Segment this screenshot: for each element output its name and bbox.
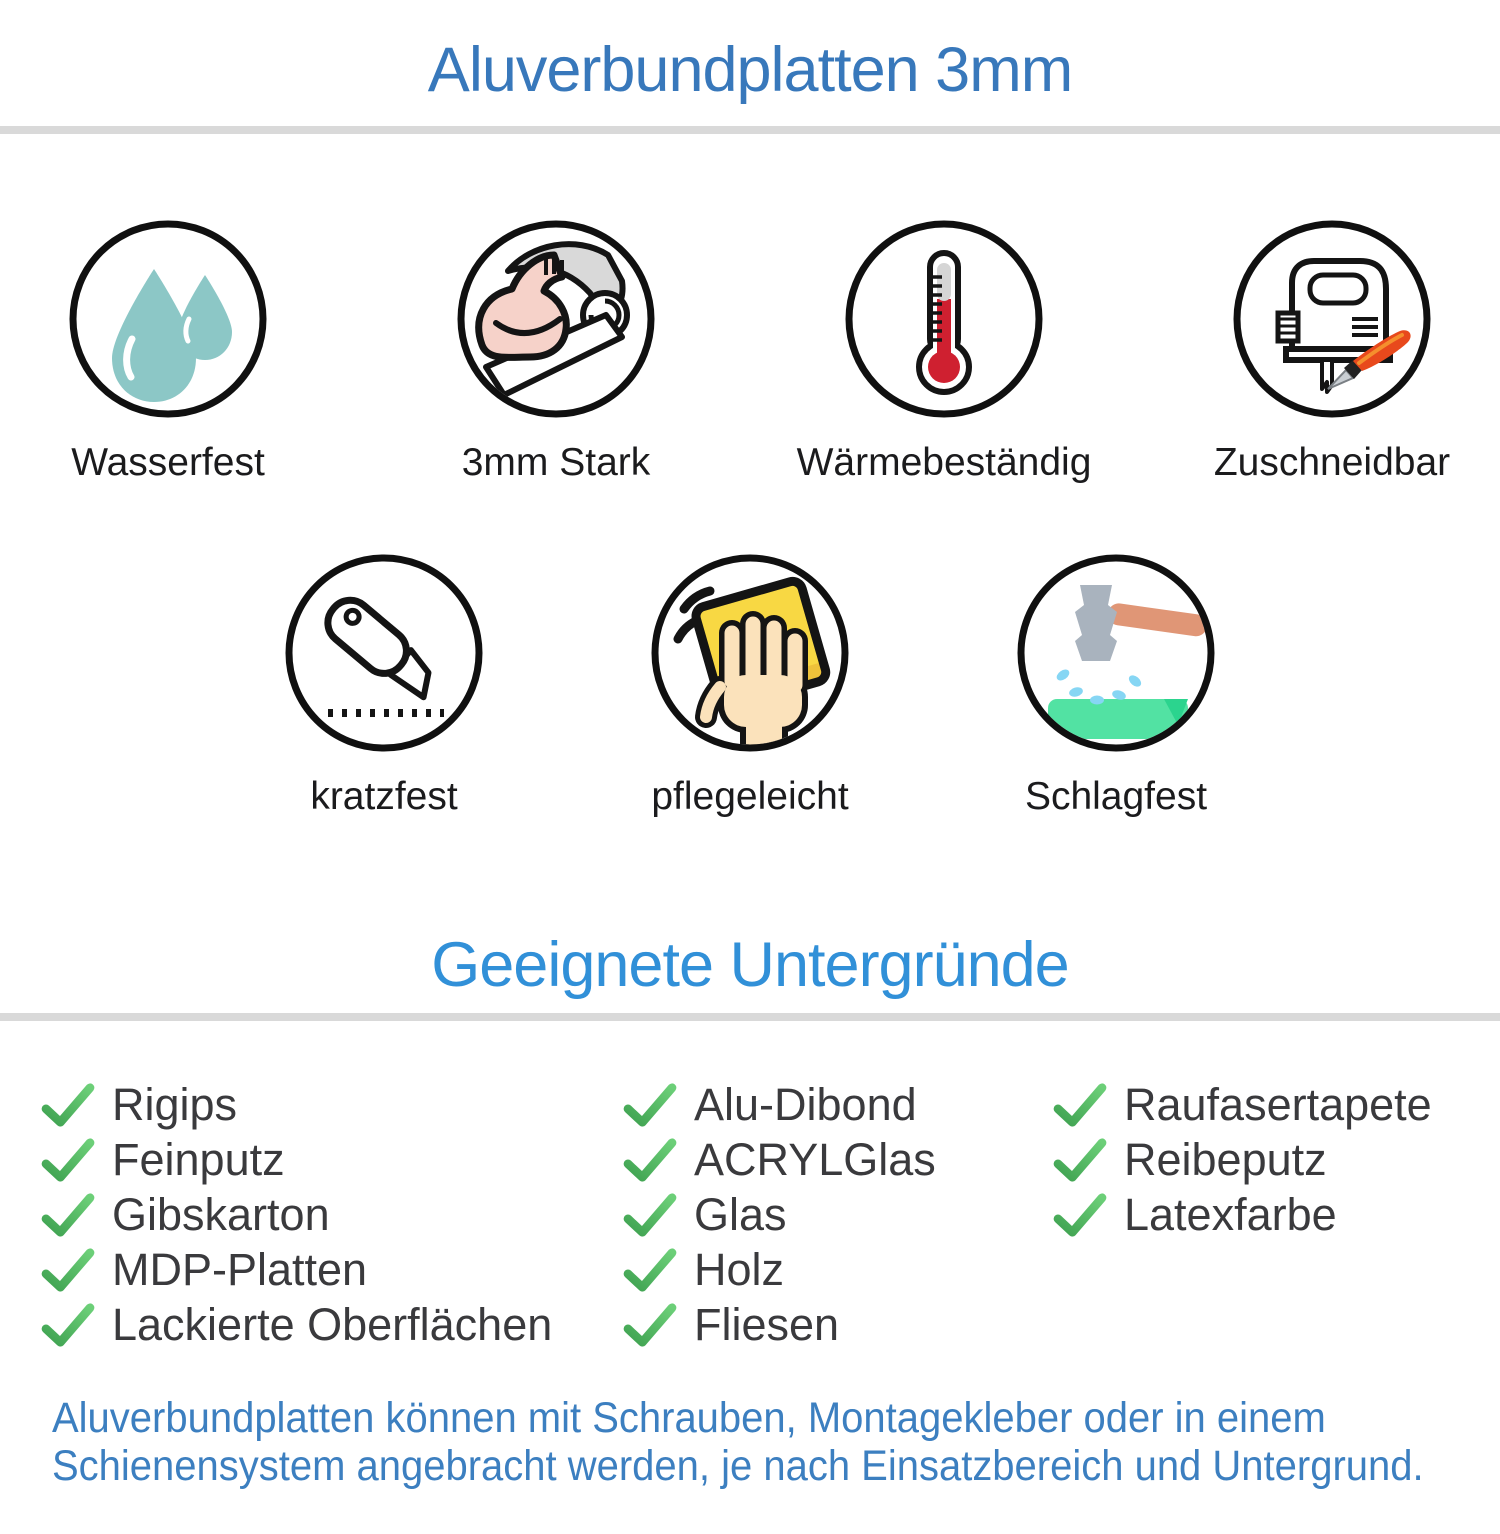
check-icon [40, 1302, 96, 1348]
substrate-label: MDP-Platten [112, 1243, 368, 1295]
list-item [622, 1297, 1052, 1352]
check-icon [622, 1247, 678, 1293]
substrate-label: Fliesen [694, 1298, 840, 1350]
substrate-label: ACRYLGlas [694, 1133, 936, 1185]
check-icon [1052, 1192, 1108, 1238]
feature-item-wasserfest [18, 219, 318, 485]
list-item [622, 1187, 1052, 1242]
feature-item-schlagfest [966, 553, 1266, 819]
jigsaw-icon [1232, 219, 1432, 419]
list-item [622, 1077, 1052, 1132]
feature-label: kratzfest [310, 775, 458, 818]
mounting-note-line: Aluverbundplatten können mit Schrauben, Montagekleber oder in einem [52, 1394, 1326, 1442]
feature-item-kratzfest [234, 553, 534, 819]
check-icon [40, 1247, 96, 1293]
list-item [40, 1242, 622, 1297]
substrate-label: Holz [694, 1243, 785, 1295]
feature-item-zuschneidbar [1182, 219, 1482, 485]
feature-label: Wasserfest [71, 441, 265, 484]
list-item [40, 1297, 622, 1352]
wiping-hand-icon [650, 553, 850, 753]
list-item [622, 1242, 1052, 1297]
substrates-list [0, 1077, 1500, 1352]
feature-label: pflegeleicht [651, 775, 849, 818]
list-item [40, 1187, 622, 1242]
substrates-column-3 [1052, 1077, 1500, 1352]
check-icon [40, 1082, 96, 1128]
utility-knife-icon [284, 553, 484, 753]
list-item [40, 1132, 622, 1187]
check-icon [40, 1137, 96, 1183]
mounting-note [0, 1394, 1500, 1490]
feature-item-waermebestaendig [794, 219, 1094, 485]
list-item [1052, 1187, 1500, 1242]
water-drops-icon [68, 219, 268, 419]
divider [0, 1013, 1500, 1021]
muscle-arm-icon [456, 219, 656, 419]
list-item [1052, 1077, 1500, 1132]
substrate-label: Feinputz [112, 1133, 285, 1185]
substrates-column-2 [622, 1077, 1052, 1352]
divider [0, 126, 1500, 134]
substrate-label: Latexfarbe [1124, 1188, 1337, 1240]
substrate-label: Alu-Dibond [694, 1078, 917, 1130]
infographic [0, 34, 1500, 1490]
check-icon [622, 1082, 678, 1128]
features-row-1 [0, 219, 1500, 485]
substrate-label: Rigips [112, 1078, 238, 1130]
list-item [40, 1077, 622, 1132]
feature-label: Schlagfest [1024, 775, 1208, 818]
substrate-label: Lackierte Oberflächen [112, 1298, 553, 1350]
check-icon [1052, 1137, 1108, 1183]
list-item [1052, 1132, 1500, 1187]
substrate-label: Raufasertapete [1124, 1078, 1432, 1130]
substrates-column-1 [40, 1077, 622, 1352]
substrate-label: Gibskarton [112, 1188, 330, 1240]
hammer-icon [1016, 553, 1216, 753]
page-title: Aluverbundplatten 3mm [427, 35, 1073, 105]
feature-item-3mm-stark [406, 219, 706, 485]
check-icon [622, 1302, 678, 1348]
substrate-label: Reibeputz [1124, 1133, 1327, 1185]
feature-label: Zuschneidbar [1213, 441, 1451, 484]
feature-label: Wärmebeständig [796, 441, 1092, 484]
check-icon [1052, 1082, 1108, 1128]
check-icon [40, 1192, 96, 1238]
feature-item-pflegeleicht [600, 553, 900, 819]
list-item [622, 1132, 1052, 1187]
check-icon [622, 1192, 678, 1238]
mounting-note-line: Schienensystem angebracht werden, je nach Einsatzbereich und Untergrund. [52, 1442, 1424, 1490]
check-icon [622, 1137, 678, 1183]
substrates-title: Geeignete Untergründe [431, 930, 1069, 1000]
feature-label: 3mm Stark [461, 441, 651, 484]
thermometer-icon [844, 219, 1044, 419]
substrate-label: Glas [694, 1188, 787, 1240]
features-row-2 [0, 553, 1500, 819]
